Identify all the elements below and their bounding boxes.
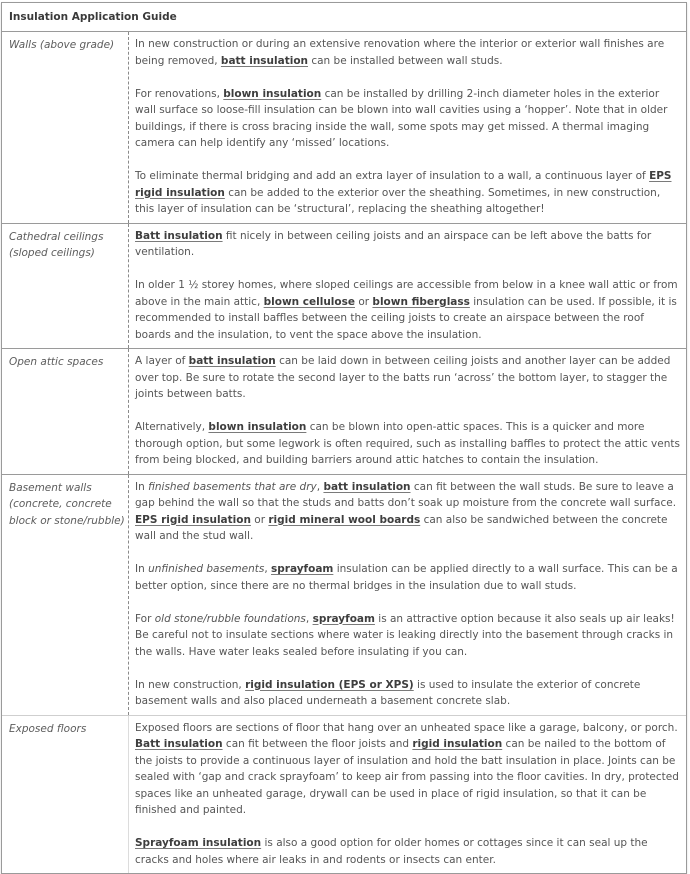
description-paragraph [135, 479, 680, 545]
table-title: Insulation Application Guide [2, 3, 686, 32]
body-text: can be installed by drilling 2-inch diameter holes in the exterior wall surface so loose-fill insulation can be blown into wall cavities using a ‘hopper’. Note that in older buildings, if there is cross bracing inside the wall, some spots may get missed. A thermal imaging camera can help identify any ‘missed’ locations. [135, 87, 668, 149]
body-text: To eliminate thermal bridging and add an extra layer of insulation to a wall, a continuous layer of [135, 170, 650, 182]
insulation-term: blown insulation [208, 421, 307, 433]
description-paragraph [135, 677, 680, 710]
row-description [128, 475, 686, 715]
insulation-term: batt insulation [188, 355, 276, 367]
body-text: In [135, 563, 149, 575]
body-text: In [135, 480, 149, 493]
insulation-term: batt insulation [220, 54, 309, 67]
body-text: Alternatively, [135, 421, 209, 433]
row-description [128, 349, 686, 474]
body-text: can be nailed to the bottom of the joists to provide a continuous layer of insulation and hold the batt insulation in place. Joints can be sealed with ‘gap and crack sprayfoam’ to keep air from passing into the floor cavities. In dry, protected spaces like an unheated garage, drywall can be used in place of rigid insulation, so that it can be finished and painted. [135, 738, 679, 816]
insulation-term: sprayfoam [312, 612, 375, 625]
body-text: , [305, 612, 313, 625]
table-row [2, 716, 686, 874]
row-description [128, 224, 686, 349]
body-text: insulation can be used. If possible, it is recommended to install baffles between the ceiling joists to create an airspace between the roof boards and the insulation, to vent the space above the insulation. [135, 295, 677, 341]
description-paragraph [135, 611, 680, 661]
insulation-term: sprayfoam [271, 563, 334, 575]
body-text: For [135, 612, 155, 625]
body-text: can be installed between wall studs. [308, 54, 503, 67]
table-row [2, 475, 686, 716]
insulation-term: blown fiberglass [372, 295, 470, 308]
insulation-term: blown insulation [223, 87, 322, 100]
body-text: , [316, 480, 324, 493]
emphasis-text: unfinished basements [148, 563, 265, 575]
description-paragraph [135, 277, 680, 343]
row-label: Open attic spaces [9, 356, 104, 368]
body-text: or [250, 513, 269, 526]
body-text: is used to insulate the exterior of concrete basement walls and also placed underneath a basement concrete slab. [135, 678, 641, 707]
body-text: is an attractive option because it also seals up air leaks! Be careful not to insulate sections where water is leaking directly into the basement through cracks in the walls. Have water leaks sealed before insulating if you can. [135, 612, 675, 658]
body-text: can be blown into open-attic spaces. This is a quicker and more thorough option, but some legwork is often required, such as installing baffles to protect the attic vents from being blocked, and building barriers around attic hatches to contain the insulation. [135, 421, 680, 466]
description-paragraph [135, 353, 680, 403]
emphasis-text: old stone/rubble foundations [154, 612, 306, 625]
body-text: is also a good option for older homes or cottages since it can seal up the cracks and holes where air leaks in and rodents or insects can enter. [135, 837, 648, 866]
description-paragraph [135, 86, 680, 152]
row-label: Exposed floors [9, 722, 87, 735]
insulation-term: blown cellulose [263, 295, 355, 308]
body-text: In new construction or during an extensive renovation where the interior or exterior wall finishes are being removed, [135, 38, 665, 67]
body-text: In new construction, [135, 678, 246, 691]
body-text: insulation can be applied directly to a wall surface. This can be a better option, since there are no thermal bridges in the insulation due to wall studs. [135, 563, 678, 592]
body-text: can fit between the floor joists and [222, 738, 413, 750]
table-row [2, 349, 686, 475]
insulation-term: rigid insulation [412, 738, 503, 750]
description-paragraph [135, 720, 680, 819]
table-body [2, 32, 686, 873]
insulation-term: EPS rigid insulation [135, 513, 251, 526]
insulation-term: Batt insulation [135, 738, 223, 750]
body-text: can be laid down in between ceiling joists and another layer can be added over top. Be sure to rotate the second layer to the batts run ‘across’ the bottom layer, to stagger the joints between batts. [135, 355, 671, 400]
row-label: Basement walls (concrete, concrete block or stone/rubble) [9, 481, 125, 527]
table-row [2, 32, 686, 224]
description-paragraph [135, 561, 680, 594]
row-label: Walls (above grade) [9, 39, 115, 51]
insulation-term: batt insulation [323, 480, 411, 493]
description-paragraph [135, 835, 680, 868]
description-paragraph [135, 36, 680, 69]
description-paragraph [135, 168, 680, 218]
row-description [128, 716, 686, 874]
insulation-term: rigid mineral wool boards [268, 513, 421, 526]
body-text: fit nicely in between ceiling joists and an airspace can be left above the batts for ventilation. [135, 229, 652, 258]
body-text: or [355, 295, 373, 308]
body-text: , [264, 563, 271, 575]
insulation-term: EPS rigid insulation [135, 170, 672, 199]
body-text: Exposed floors are sections of floor that hang over an unheated space like a garage, balcony, or porch. [135, 721, 678, 734]
insulation-term: Batt insulation [135, 229, 223, 242]
emphasis-text: finished basements that are dry [148, 480, 317, 493]
body-text: For renovations, [135, 87, 224, 100]
insulation-guide-table [1, 2, 687, 874]
description-paragraph [135, 419, 680, 469]
description-paragraph [135, 228, 680, 261]
table-row [2, 224, 686, 350]
body-text: In older 1 ½ storey homes, where sloped ceilings are accessible from below in a knee wall attic or from above in the main attic, [135, 279, 678, 308]
body-text: can fit between the wall studs. Be sure to leave a gap behind the wall so that the studs and batts don’t soak up moisture from the concrete wall surface. [135, 480, 677, 509]
body-text: A layer of [135, 355, 189, 367]
row-description [128, 32, 686, 223]
insulation-term: Sprayfoam insulation [135, 837, 262, 849]
row-label: Cathedral ceilings (sloped ceilings) [9, 230, 104, 259]
body-text: can be added to the exterior over the sheathing. Sometimes, in new construction, this layer of insulation can be ‘structural’, replacing the sheathing altogether! [135, 186, 661, 215]
insulation-term: rigid insulation (EPS or XPS) [245, 678, 414, 691]
body-text: can also be sandwiched between the concrete wall and the stud wall. [135, 513, 668, 542]
